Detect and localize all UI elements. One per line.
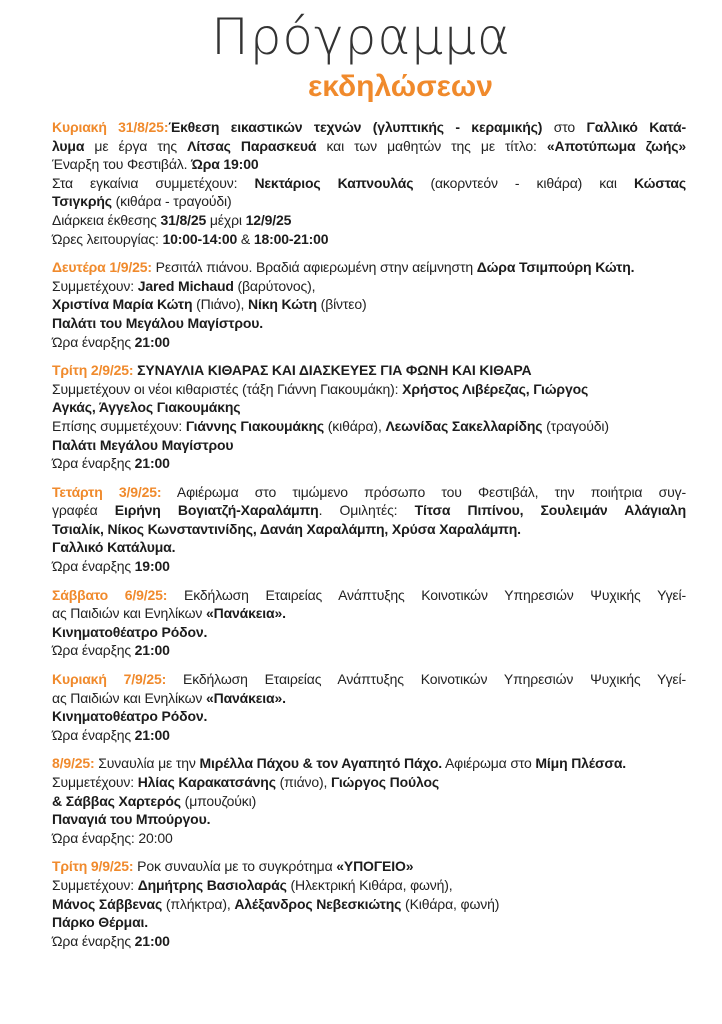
event-entry — [52, 754, 686, 847]
event-line — [52, 380, 686, 399]
event-highlight-text: Κινηματοθέατρο Ρόδον. — [52, 708, 208, 725]
event-highlight-text: 21:00 — [134, 333, 170, 350]
event-line — [52, 417, 686, 436]
event-line — [52, 641, 686, 660]
event-text: Ροκ συναυλία με το συγκρότημα — [133, 858, 337, 875]
event-highlight-text: 10:00-14:00 — [162, 230, 238, 247]
event-highlight-text: Νίκη Κώτη — [248, 296, 317, 313]
event-line — [52, 436, 686, 455]
event-line — [52, 398, 686, 417]
event-highlight-text: Νεκτάριος Καπνουλάς — [254, 174, 414, 191]
event-headline — [52, 754, 686, 773]
event-text: Συμμετέχουν: — [52, 876, 138, 893]
event-text: (πλήκτρα), — [162, 895, 235, 912]
event-line — [52, 277, 686, 296]
event-date: Σάββατο 6/9/25: — [52, 586, 168, 603]
event-text: Εκδήλωση Εταιρείας Ανάπτυξης Κοινοτικών Υπηρεσιών Ψυχικής Υγεί- — [166, 671, 686, 688]
event-line — [52, 829, 686, 848]
event-highlight-text: Λεωνίδας Σακελλαρίδης — [385, 417, 543, 434]
event-highlight-text: Λίτσας Παρασκευά — [187, 137, 317, 154]
event-date: Κυριακή 31/8/25: — [52, 119, 169, 135]
event-line — [52, 707, 686, 726]
event-highlight-text: Δώρα Τσιμπούρη Κώτη. — [476, 259, 635, 276]
event-text: Ώρα έναρξης — [52, 333, 135, 350]
event-highlight-text: Χριστίνα Μαρία Κώτη — [52, 296, 193, 313]
event-text: ας Παιδιών και Ενηλίκων — [52, 605, 206, 622]
event-text: Ρεσιτάλ πιάνου. Βραδιά αφιερωμένη στην αείμνηστη — [151, 259, 477, 276]
event-highlight-text: «Πανάκεια». — [205, 605, 286, 622]
event-highlight-text: Έκθεση εικαστικών τεχνών (γλυπτικής - κεραμικής) — [168, 119, 543, 135]
event-line — [52, 137, 686, 156]
event-line — [52, 623, 686, 642]
event-highlight-text: Κώστας — [633, 174, 686, 191]
event-line — [52, 333, 686, 352]
event-highlight-text: «Αποτύπωμα ζωής» — [546, 137, 686, 154]
event-line — [52, 538, 686, 557]
event-highlight-text: Τίτσα Πιπίνου, Σουλειμάν Αλάγιαλη — [414, 502, 687, 519]
event-highlight-text: λυμα — [52, 137, 85, 154]
event-highlight-text: 21:00 — [134, 642, 170, 659]
event-line — [52, 520, 686, 539]
page-subtitle: εκδηλώσεων — [308, 70, 493, 103]
event-text: (Κιθάρα, φωνή) — [401, 895, 500, 912]
event-text: & — [237, 230, 254, 247]
event-highlight-text: «ΥΠΟΓΕΙΟ» — [336, 858, 414, 875]
event-text: με έργα της — [84, 137, 188, 154]
event-text: (πιάνο), — [275, 774, 331, 790]
event-highlight-text: Πάρκο Θέρμαι. — [52, 914, 149, 931]
event-line — [52, 295, 686, 314]
event-headline — [52, 258, 686, 277]
event-highlight-text: Τσιγκρής — [52, 193, 112, 210]
event-highlight-text: «Πανάκεια». — [205, 689, 286, 706]
event-text: ας Παιδιών και Ενηλίκων — [52, 689, 206, 706]
event-text: Ώρες λειτουργίας: — [52, 230, 163, 247]
event-text: γραφέα — [52, 502, 115, 519]
event-highlight-text: Παναγιά του Μπούργου. — [52, 811, 211, 828]
event-text: Ώρα έναρξης: 20:00 — [52, 829, 173, 846]
event-text: μέχρι — [206, 211, 246, 228]
event-text: Αφιέρωμα στο τιμώμενο πρόσωπο του Φεστιβάλ, την ποιήτρια συγ- — [161, 483, 686, 500]
event-line — [52, 895, 686, 914]
event-highlight-text: 21:00 — [134, 932, 170, 949]
event-line — [52, 192, 686, 211]
event-highlight-text: Μιρέλλα Πάχου & τον Αγαπητό Πάχο. — [199, 755, 443, 772]
event-highlight-text: Ηλίας Καρακατσάνης — [137, 774, 276, 790]
event-text: στο — [542, 119, 587, 135]
event-text: Εκδήλωση Εταιρείας Ανάπτυξης Κοινοτικών Υπηρεσιών Ψυχικής Υγεί- — [167, 586, 686, 603]
event-highlight-text: Ώρα 19:00 — [191, 156, 259, 173]
event-text: (ακορντεόν - κιθάρα) και — [413, 174, 634, 191]
event-entry — [52, 670, 686, 744]
event-highlight-text: Μάνος Σάββενας — [52, 895, 163, 912]
event-text: Συναυλία με την — [94, 755, 200, 772]
event-headline — [52, 670, 686, 689]
event-text: Στα εγκαίνια συμμετέχουν: — [52, 174, 255, 191]
event-line — [52, 810, 686, 829]
event-text: Αφιέρωμα στο — [442, 755, 536, 772]
event-text: (Πιάνο), — [192, 296, 248, 313]
event-highlight-text: Γαλλικό Κατάλυμα. — [52, 539, 176, 556]
event-line — [52, 314, 686, 333]
event-entry — [52, 586, 686, 660]
event-text: Ώρα έναρξης — [52, 455, 135, 472]
event-highlight-text: Χρήστος Λιβέρεζας, Γιώργος — [402, 380, 589, 397]
event-highlight-text: Αλέξανδρος Νεβεσκιώτης — [234, 895, 402, 912]
event-highlight-text: 18:00-21:00 — [253, 230, 329, 247]
event-line — [52, 932, 686, 951]
event-highlight-text: Γιώργος Πούλος — [331, 774, 440, 790]
event-date: Τρίτη 2/9/25: — [52, 362, 134, 379]
event-line — [52, 155, 686, 174]
event-text: Συμμετέχουν: — [52, 774, 138, 790]
event-highlight-text: Τσιαλίκ, Νίκος Κωνσταντινίδης, Δανάη Χαραλάμπη, Χρύσα Χαραλάμπη. — [52, 520, 521, 537]
event-highlight-text: Παλάτι Μεγάλου Μαγίστρου — [52, 436, 234, 453]
event-text: (κιθάρα), — [324, 417, 386, 434]
event-headline — [52, 361, 686, 380]
event-text: Επίσης συμμετέχουν: — [52, 417, 186, 434]
event-highlight-text: Jared Michaud — [137, 277, 234, 294]
event-highlight-text: Δημήτρης Βασιολαράς — [137, 876, 287, 893]
event-highlight-text: Κινηματοθέατρο Ρόδον. — [52, 623, 208, 640]
event-highlight-text: 21:00 — [134, 726, 170, 743]
event-highlight-text: Γιάννης Γιακουμάκης — [185, 417, 325, 434]
event-text: (μπουζούκι) — [180, 792, 257, 809]
event-highlight-text: Ειρήνη Βογιατζή-Χαραλάμπη — [114, 502, 319, 519]
event-headline — [52, 118, 686, 137]
event-highlight-text: Μίμη Πλέσσα. — [535, 755, 627, 772]
event-line — [52, 913, 686, 932]
page-title: Πρόγραμμα — [211, 8, 511, 66]
event-entry — [52, 483, 686, 576]
event-entry — [52, 857, 686, 950]
event-date: Κυριακή 7/9/25: — [52, 671, 167, 688]
event-text: Ώρα έναρξης — [52, 726, 135, 743]
event-text: Συμμετέχουν: — [52, 277, 138, 294]
event-text: . Ομιλητές: — [318, 502, 415, 519]
event-headline — [52, 857, 686, 876]
event-line — [52, 773, 686, 792]
event-text: Ώρα έναρξης — [52, 558, 135, 575]
event-text: Έναρξη του Φεστιβάλ. — [52, 156, 192, 173]
event-date: Τρίτη 9/9/25: — [52, 858, 134, 875]
event-text: Ώρα έναρξης — [52, 642, 135, 659]
event-date: Δευτέρα 1/9/25: — [52, 259, 152, 276]
event-text: (τραγούδι) — [542, 417, 609, 434]
event-line — [52, 211, 686, 230]
event-entry — [52, 118, 686, 248]
event-line — [52, 876, 686, 895]
event-highlight-text: 31/8/25 — [160, 211, 207, 228]
event-text: (βίντεο) — [316, 296, 367, 313]
event-text: (Ηλεκτρική Κιθάρα, φωνή), — [286, 876, 453, 893]
event-program — [52, 118, 686, 960]
event-line — [52, 557, 686, 576]
event-highlight-text: Παλάτι του Μεγάλου Μαγίστρου. — [52, 314, 263, 331]
event-line — [52, 726, 686, 745]
event-date: 8/9/25: — [52, 755, 95, 772]
event-line — [52, 501, 686, 520]
event-line — [52, 174, 686, 193]
event-line — [52, 230, 686, 249]
event-line — [52, 792, 686, 811]
event-highlight-text: 21:00 — [134, 455, 170, 472]
event-entry — [52, 258, 686, 351]
event-headline — [52, 586, 686, 605]
event-text: και των μαθητών της με τίτλο: — [316, 137, 547, 154]
event-text: Διάρκεια έκθεσης — [52, 211, 161, 228]
event-highlight-text: Γαλλικό Κατά- — [586, 119, 687, 135]
event-highlight-text: 12/9/25 — [245, 211, 292, 228]
event-line — [52, 604, 686, 623]
event-highlight-text: 19:00 — [134, 558, 170, 575]
event-headline — [52, 483, 686, 502]
event-text: Ώρα έναρξης — [52, 932, 135, 949]
event-text: (κιθάρα - τραγούδι) — [111, 193, 232, 210]
event-text: (βαρύτονος), — [233, 277, 316, 294]
event-highlight-text: ΣΥΝΑΥΛΙΑ ΚΙΘΑΡΑΣ ΚΑΙ ΔΙΑΣΚΕΥΕΣ ΓΙΑ ΦΩΝΗ ΚΑΙ ΚΙΘΑΡΑ — [133, 362, 532, 379]
event-line — [52, 454, 686, 473]
event-line — [52, 689, 686, 708]
event-date: Τετάρτη 3/9/25: — [52, 483, 162, 500]
event-entry — [52, 361, 686, 473]
event-highlight-text: Αγκάς, Άγγελος Γιακουμάκης — [52, 399, 241, 416]
event-text: Συμμετέχουν οι νέοι κιθαριστές (τάξη Γιάννη Γιακουμάκη): — [52, 380, 403, 397]
event-highlight-text: & Σάββας Χαρτερός — [52, 792, 181, 809]
